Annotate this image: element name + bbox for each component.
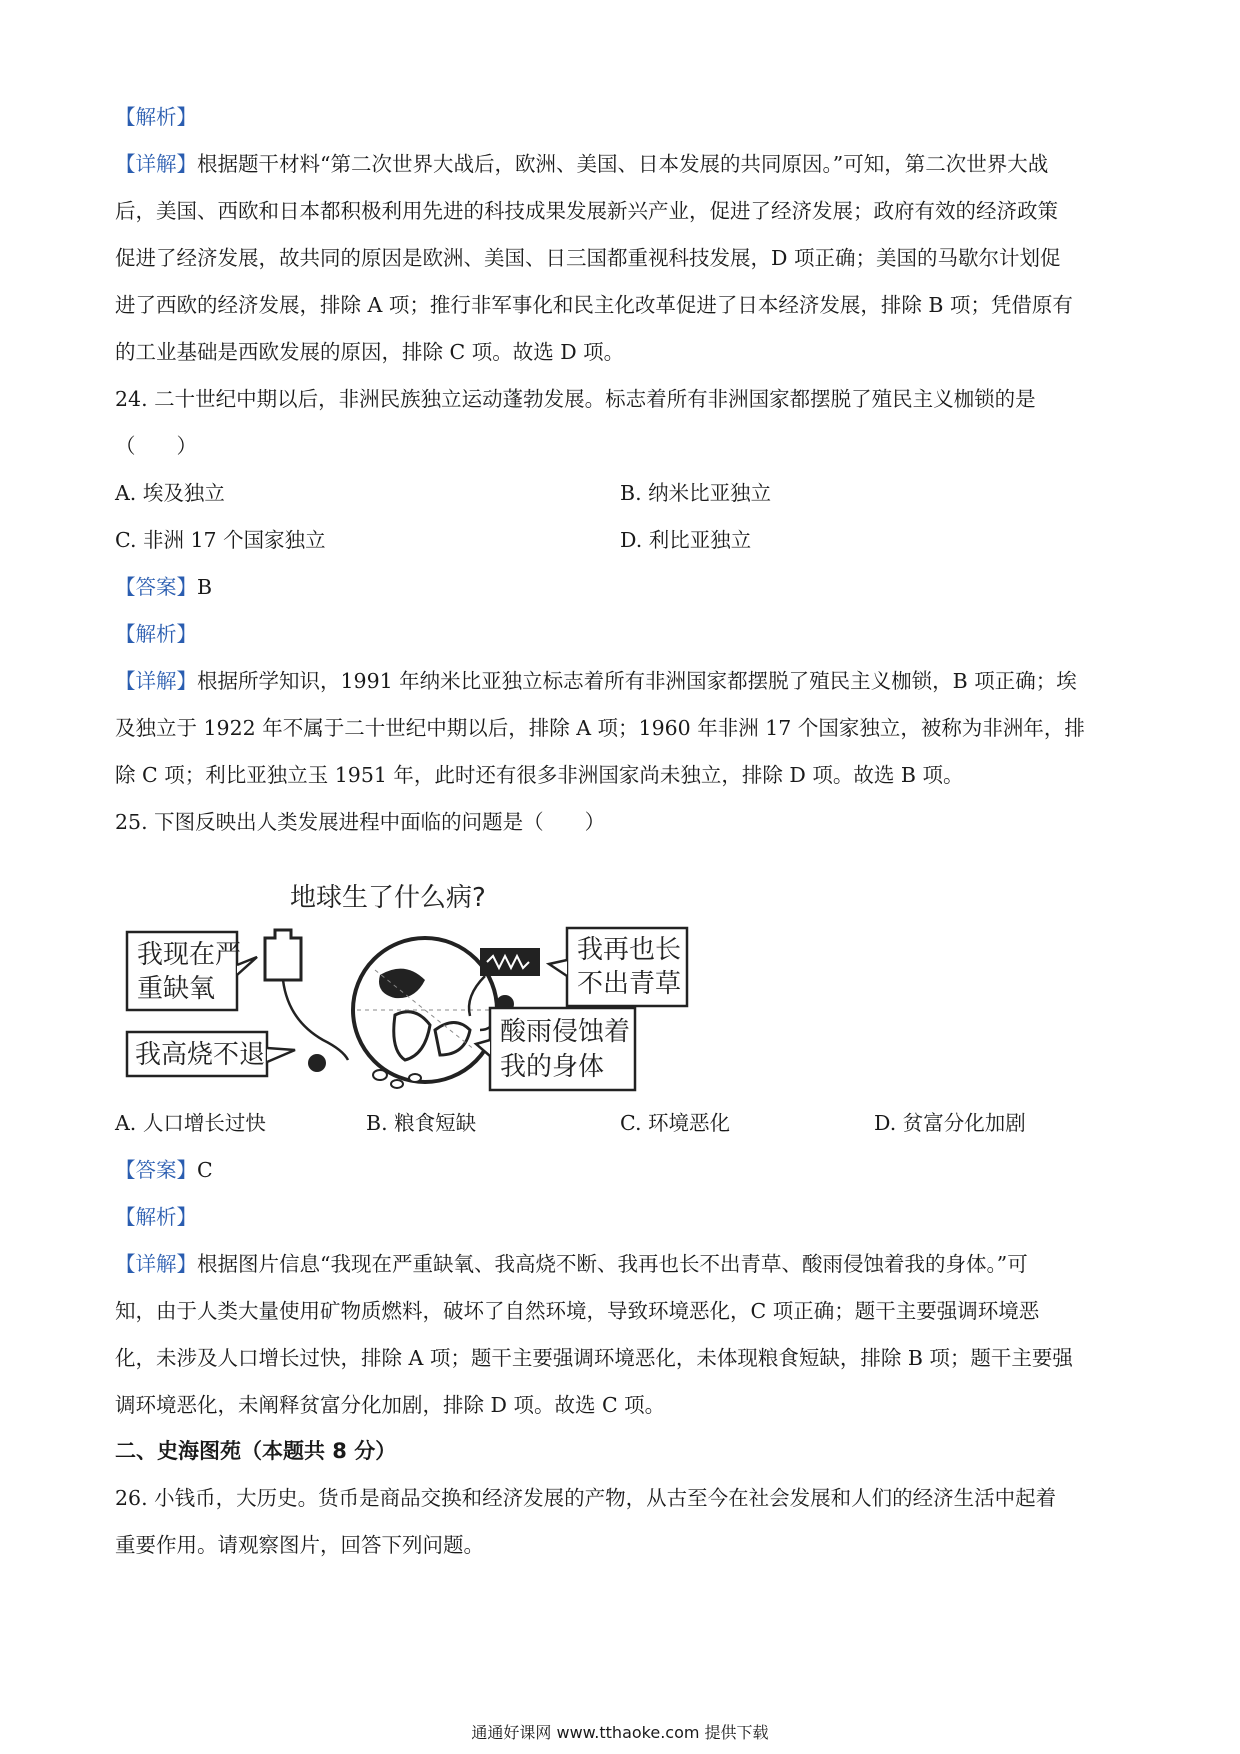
cartoon-title: 地球生了什么病? <box>290 883 486 913</box>
q24-option-b: B. 纳米比亚独立 <box>620 481 772 505</box>
q25-answer-value: C <box>197 1158 213 1182</box>
q25-answer <box>115 1156 1135 1184</box>
q25-detail-line-4: 调环境恶化，未阐释贫富分化加剧，排除 D 项。故选 C 项。 <box>115 1393 666 1417</box>
q26-stem-line-1: 26. 小钱币，大历史。货币是商品交换和经济发展的产物，从古至今在社会发展和人们的经济生活中起着 <box>115 1486 1057 1510</box>
q24-answer-value: B <box>197 575 213 599</box>
section-2-heading: 二、史海图苑（本题共 8 分） <box>115 1439 397 1463</box>
svg-text:不出青草: 不出青草 <box>577 969 682 999</box>
bubble-grass <box>549 928 687 1006</box>
q24-option-a: A. 埃及独立 <box>115 481 225 505</box>
q24-detail-line-3: 除 C 项；利比亚独立玉 1951 年，此时还有很多非洲国家尚未独立，排除 D 项。故选 B 项。 <box>115 763 964 787</box>
bubble-fever <box>127 1032 295 1076</box>
svg-text:我高烧不退: 我高烧不退 <box>135 1040 266 1070</box>
q23-detail-line-2: 后，美国、西欧和日本都积极利用先进的科技成果发展新兴产业，促进了经济发展；政府有效的经济政策 <box>115 199 1058 223</box>
q24-answer-tag: 【答案】 <box>115 575 197 599</box>
q25-detail-line-2: 知，由于人类大量使用矿物质燃料，破坏了自然环境，导致环境恶化，C 项正确；题干主要强调环境恶 <box>115 1299 1040 1323</box>
q25-detail-tag: 【详解】 <box>115 1252 197 1276</box>
q24-analysis-tag: 【解析】 <box>115 622 197 646</box>
q24-detail-line-1: 【详解】根据所学知识，1991 年纳米比亚独立标志着所有非洲国家都摆脱了殖民主义枷锁，B 项正确；埃 <box>115 669 1077 693</box>
q25-detail-line-3: 化，未涉及人口增长过快，排除 A 项；题干主要强调环境恶化，未体现粮食短缺，排除 B 项；题干主要强 <box>115 1346 1073 1370</box>
bubble-acid-rain <box>476 1008 635 1090</box>
q23-detail-line-4: 进了西欧的经济发展，排除 A 项；推行非军事化和民主化改革促进了日本经济发展，排除 B 项；凭借原有 <box>115 293 1073 317</box>
q26-stem-line-2: 重要作用。请观察图片，回答下列问题。 <box>115 1533 484 1557</box>
q25-option-a: A. 人口增长过快 <box>115 1111 266 1135</box>
q24-stem-line-1: 24. 二十世纪中期以后，非洲民族独立运动蓬勃发展。标志着所有非洲国家都摆脱了殖民主义枷锁的是 <box>115 387 1036 411</box>
q24-option-c: C. 非洲 17 个国家独立 <box>115 528 326 552</box>
bubble-oxygen <box>127 932 257 1010</box>
q25-option-c: C. 环境恶化 <box>620 1111 730 1135</box>
q23-detail-line-3: 促进了经济发展，故共同的原因是欧洲、美国、日三国都重视科技发展，D 项正确；美国的马歇尔计划促 <box>115 246 1061 270</box>
svg-text:重缺氧: 重缺氧 <box>137 974 216 1004</box>
q25-answer-tag: 【答案】 <box>115 1158 197 1182</box>
q25-stem: 25. 下图反映出人类发展进程中面临的问题是（ ） <box>115 810 606 834</box>
q24-detail-line-2: 及独立于 1922 年不属于二十世纪中期以后，排除 A 项；1960 年非洲 17 个国家独立，被称为非洲年，排 <box>115 716 1085 740</box>
q23-detail-line-1: 【详解】根据题干材料“第二次世界大战后，欧洲、美国、日本发展的共同原因。”可知，第二次世界大战 <box>115 152 1049 176</box>
svg-text:我的身体: 我的身体 <box>500 1052 605 1082</box>
q23-analysis-tag: 【解析】 <box>115 105 197 129</box>
q25-option-d: D. 贫富分化加剧 <box>874 1111 1026 1135</box>
q24-answer <box>115 573 1135 601</box>
svg-text:我再也长: 我再也长 <box>577 935 682 965</box>
q25-analysis-tag: 【解析】 <box>115 1205 197 1229</box>
q25-option-b: B. 粮食短缺 <box>366 1111 477 1135</box>
earth-globe-icon <box>353 938 497 1082</box>
q24-detail-tag: 【详解】 <box>115 669 197 693</box>
q23-detail-line-5: 的工业基础是西欧发展的原因，排除 C 项。故选 D 项。 <box>115 340 625 364</box>
q25-detail-line-1: 【详解】根据图片信息“我现在严重缺氧、我高烧不断、我再也长不出青草、酸雨侵蚀着我的身体。”可 <box>115 1252 1028 1276</box>
q24-stem-line-2: （ ） <box>115 434 197 458</box>
svg-text:我现在严: 我现在严 <box>137 940 242 970</box>
svg-text:酸雨侵蚀着: 酸雨侵蚀着 <box>500 1017 631 1047</box>
page-footer: 通通好课网 www.tthaoke.com 提供下载 <box>471 1723 769 1742</box>
q24-option-d: D. 利比亚独立 <box>620 528 752 552</box>
sick-earth-cartoon <box>125 880 705 1095</box>
q23-detail-tag: 【详解】 <box>115 152 197 176</box>
